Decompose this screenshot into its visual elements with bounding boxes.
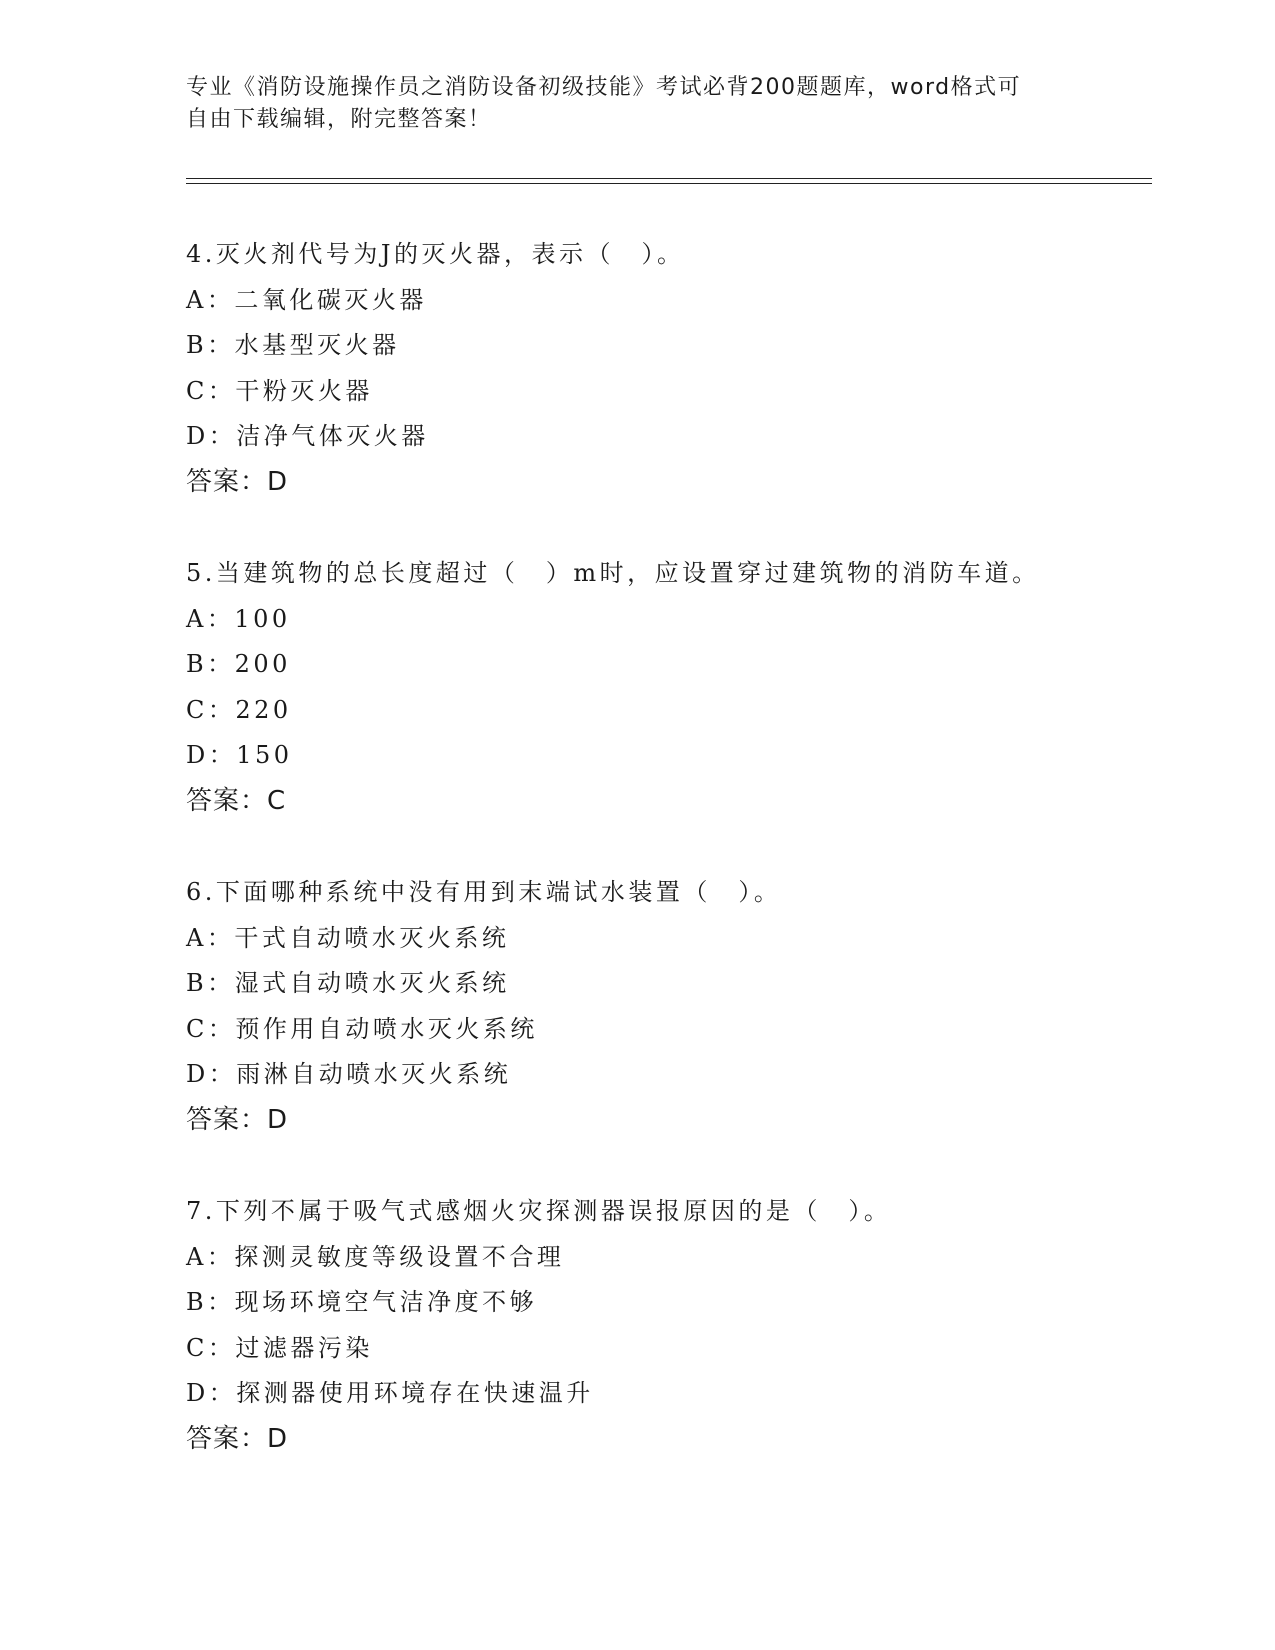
option-d: D：雨淋自动喷水灭火系统 (186, 1060, 512, 1088)
option-a: A：二氧化碳灭火器 (186, 285, 427, 314)
answer: 答案：C (186, 785, 287, 816)
question-stem: 7.下列不属于吸气式感烟火灾探测器误报原因的是（ ）。 (186, 1197, 892, 1225)
header-divider-bottom (186, 183, 1152, 184)
question-stem: 5.当建筑物的总长度超过（ ）m时，应设置穿过建筑物的消防车道。 (186, 559, 1040, 587)
header-divider-top (186, 178, 1152, 179)
option-b: B：200 (186, 650, 291, 678)
question-7 (186, 1189, 1146, 1462)
option-a: A：100 (186, 604, 291, 633)
option-b: B：现场环境空气洁净度不够 (186, 1288, 538, 1316)
option-d: D：洁净气体灭火器 (186, 422, 429, 450)
answer: 答案：D (186, 1423, 289, 1454)
option-c: C：220 (186, 695, 292, 724)
answer: 答案：D (186, 466, 289, 497)
option-d: D：探测器使用环境存在快速温升 (186, 1379, 594, 1407)
question-stem: 4.灭火剂代号为J的灭火器，表示（ ）。 (186, 240, 685, 268)
document-header (186, 72, 1066, 136)
option-a: A：干式自动喷水灭火系统 (186, 923, 510, 952)
option-b: B：水基型灭火器 (186, 331, 400, 359)
header-line-1: 专业《消防设施操作员之消防设备初级技能》考试必背200题题库，word格式可 (186, 75, 1022, 100)
answer: 答案：D (186, 1104, 289, 1135)
question-stem: 6.下面哪种系统中没有用到末端试水装置（ ）。 (186, 878, 782, 906)
option-b: B：湿式自动喷水灭火系统 (186, 969, 510, 997)
option-c: C：预作用自动喷水灭火系统 (186, 1014, 538, 1043)
option-a: A：探测灵敏度等级设置不合理 (186, 1242, 565, 1271)
question-5 (186, 551, 1146, 824)
option-c: C：过滤器污染 (186, 1333, 373, 1362)
option-d: D：150 (186, 741, 293, 769)
question-6 (186, 870, 1146, 1143)
option-c: C：干粉灭火器 (186, 376, 373, 405)
question-4 (186, 232, 1146, 505)
header-line-2: 自由下载编辑，附完整答案！ (186, 107, 492, 132)
